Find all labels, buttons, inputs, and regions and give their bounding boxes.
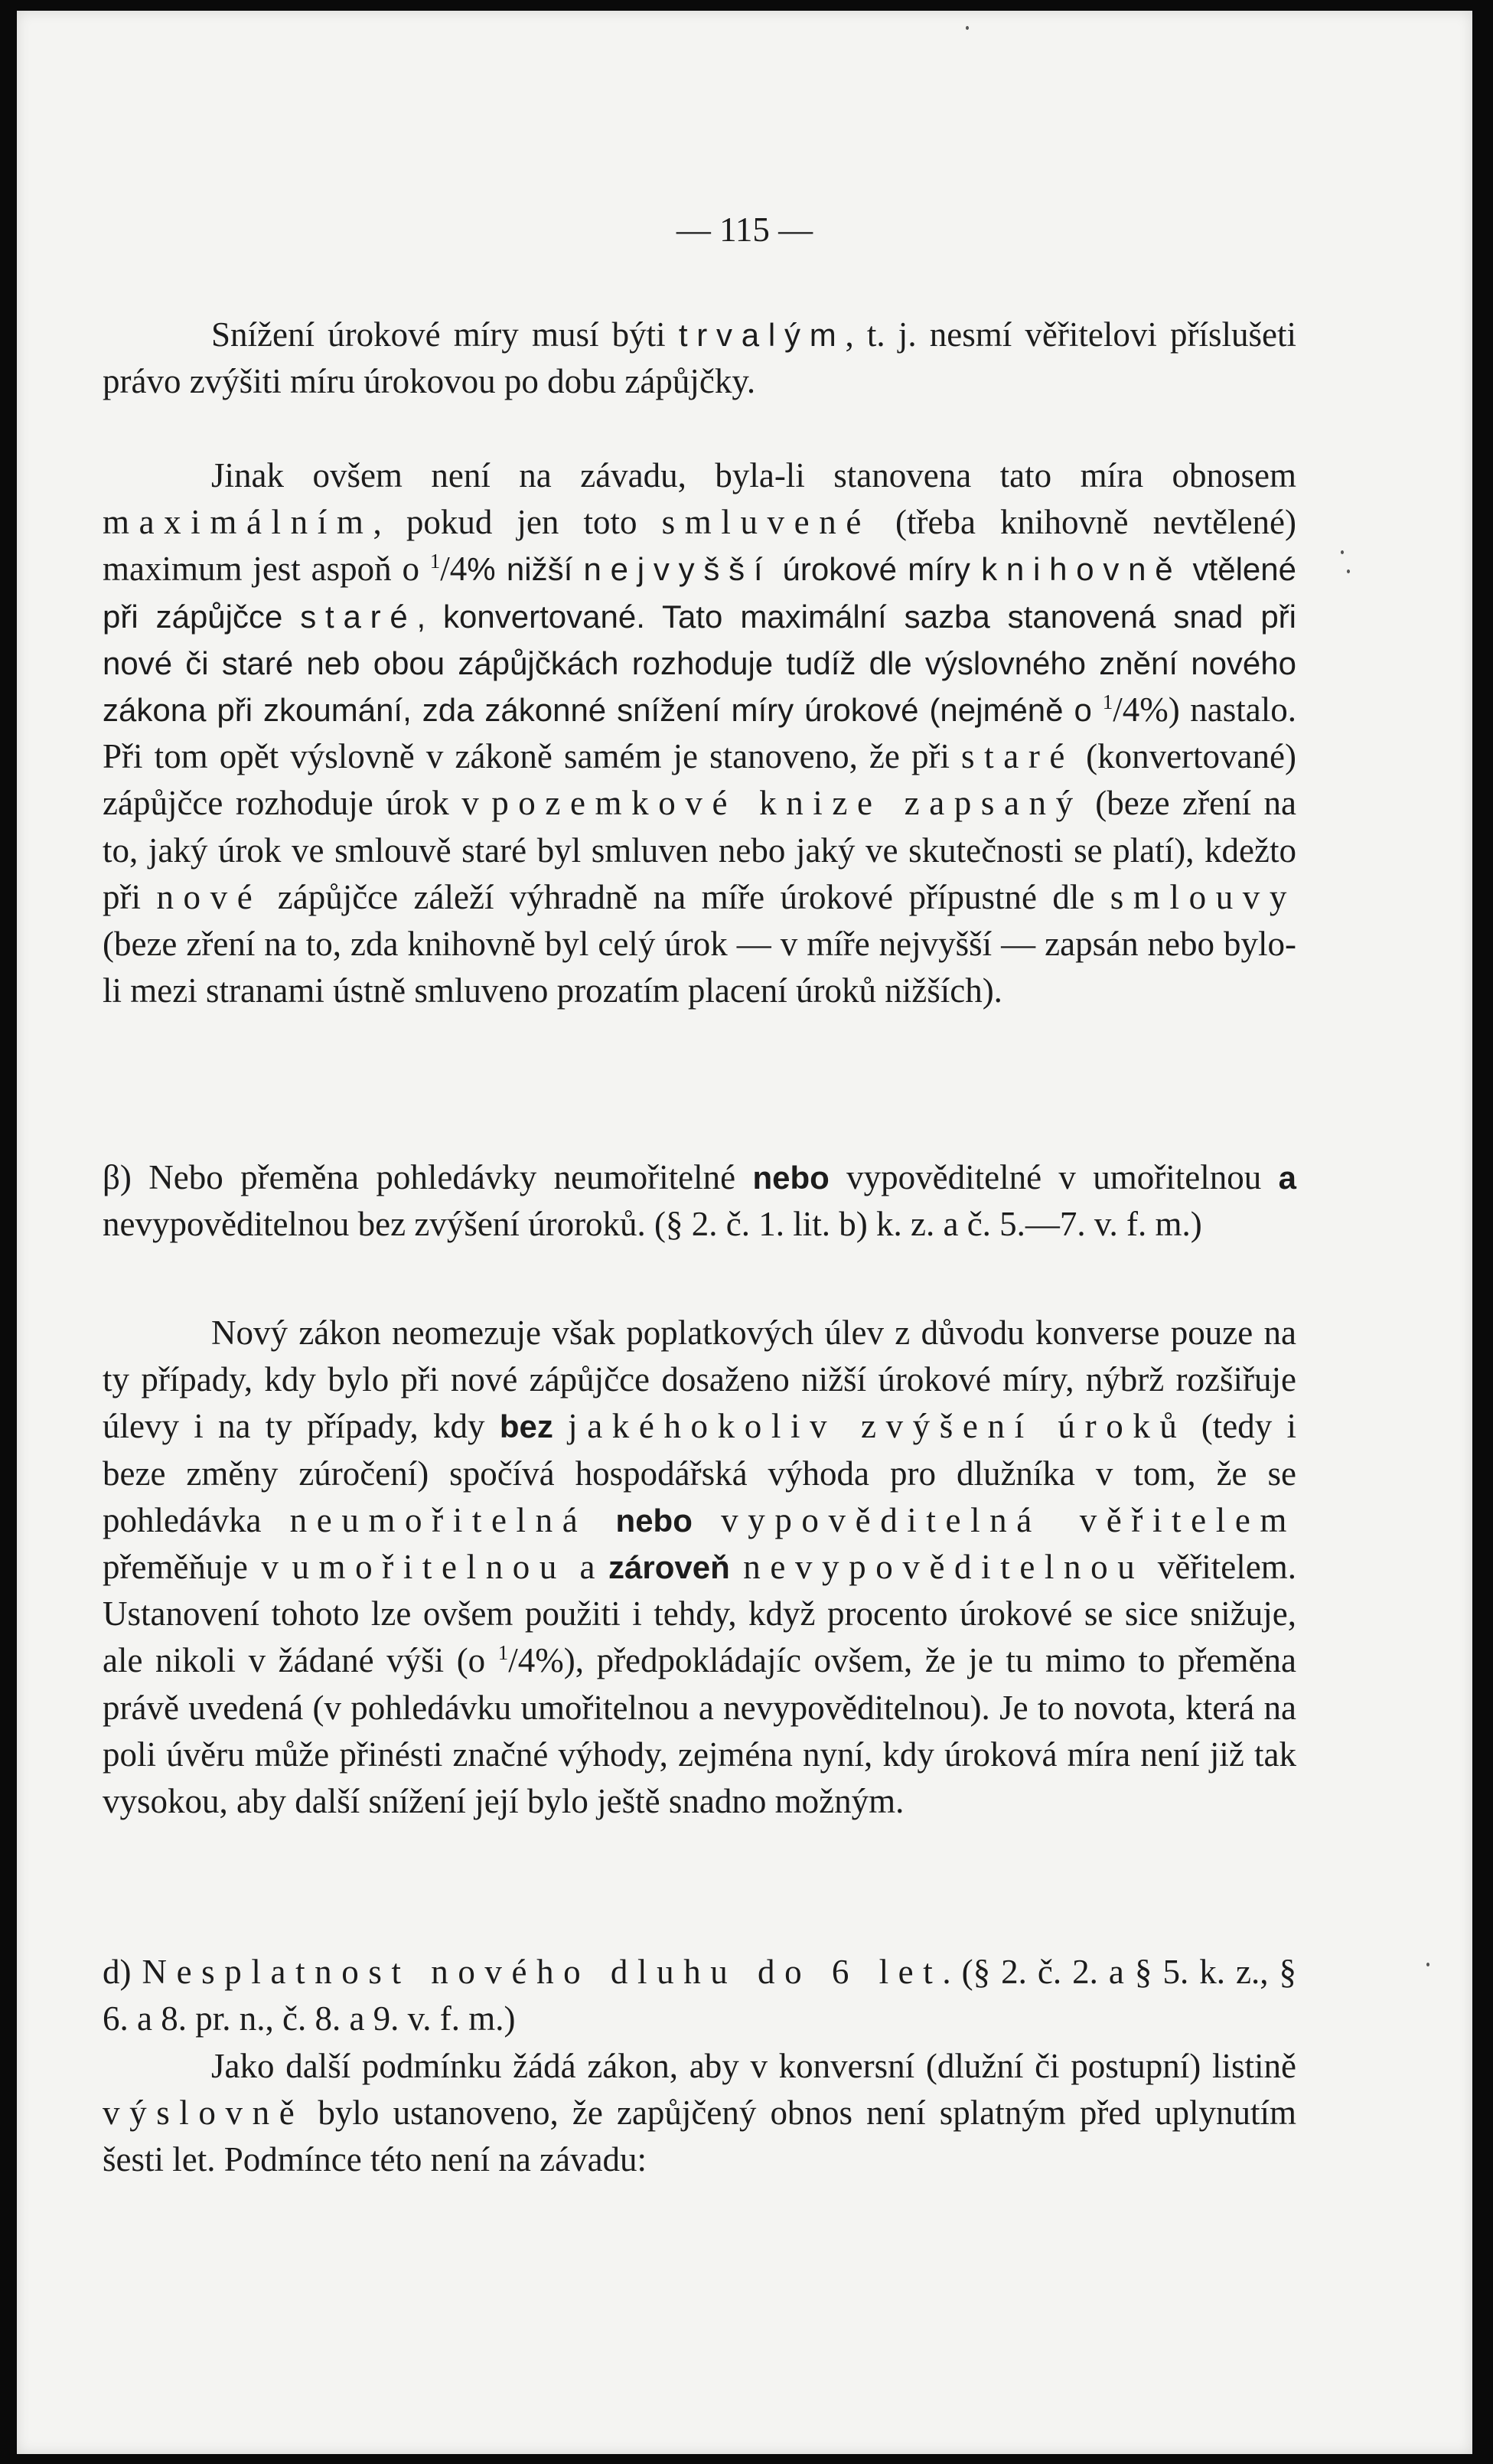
paragraph-maximum-rate: Jinak ovšem není na závadu, byla-li stanovena tato míra obnosem maximálním, pokud jen toto smluvené (třeba knihovně nevtělené) maximum jest aspoň o $^1$/4% nižší nejvyšší úrokové míry knihovně vtělené při zápůjčce staré, konvertované. Tato maximální sazba stanovená snad při nové či staré neb obou zápůjčkách rozhoduje tudíž dle výslovného znění nového zákona při zkoumání, zda zákonné snížení míry úrokové (nejméně o $^1$/4%) nastalo. Při tom opět výslovně v zákoně samém je stanoveno, že při staré (konvertované) zápůjčce rozhoduje úrok v pozemkové knize zapsaný (beze zření na to, jaký úrok ve smlouvě staré byl smluven nebo jaký ve skutečnosti se platí), kdežto při nové zápůjčce záleží výhradně na míře úrokové přípustné dle smlouvy (beze zření na to, zda knihovně byl celý úrok — v míře nejvyšší — zapsán nebo bylo-li mezi stranami ústně smluveno prozatím placení úroků nižších). [103, 456, 1297, 1010]
page-number: — 115 — [676, 211, 813, 249]
paragraph-permanence: Snížení úrokové míry musí býti trvalým, t. j. nesmí věřitelovi příslušeti právo zvýšiti míru úrokovou po dobu zápůjčky. [103, 315, 1296, 401]
book-page [17, 11, 1472, 2454]
print-speck [966, 26, 969, 30]
print-speck [1341, 550, 1344, 554]
section-heading-d: d) Nesplatnost nového dluhu do 6 let. (§ 2. č. 2. a § 5. k. z., § 6. a 8. pr. n., č. 8. a 9. v. f. m.) [103, 1953, 1296, 2038]
print-speck [1426, 1963, 1429, 1966]
paragraph-new-law: Nový zákon neomezuje však poplatkových úlev z důvodu konverse pouze na ty případy, kdy bylo při nové zápůjčce dosaženo nižší úrokové míry, nýbrž rozšiřuje úlevy i na ty případy, kdy bez jakéhokoliv zvýšení úroků (tedy i beze změny zúročení) spočívá hospodářská výhoda pro dlužníka v tom, že se pohledávka neumořitelná nebo vypověditelná věřitelem přeměňuje v umořitelnou a zároveň nevypověditelnou věřitelem. Ustanovení tohoto lze ovšem použiti i tehdy, když procento úrokové se sice snižuje, ale nikoli v žádané výši (o $^1$/4%), předpokládajíc ovšem, že je tu mimo to přeměna právě uvedená (v pohledávku umořitelnou a nevypověditelnou). Je to novota, která na poli úvěru může přinésti značné výhody, zejména nyní, kdy úroková míra není již tak vysokou, aby další snížení její bylo ještě snadno možným. [103, 1314, 1297, 1821]
paragraph-six-years: Jako další podmínku žádá zákon, aby v konversní (dlužní či postupní) listině výslovně bylo ustanoveno, že zapůjčený obnos není splatným před uplynutím šesti let. Podmínce této není na závadu: [103, 2047, 1296, 2179]
paragraph-beta-conversion: β) Nebo přeměna pohledávky neumořitelné nebo vypověditelné v umořitelnou a nevypověditelnou bez zvýšení úroroků. (§ 2. č. 1. lit. b) k. z. a č. 5.—7. v. f. m.) [103, 1158, 1296, 1244]
print-speck [1347, 569, 1350, 573]
